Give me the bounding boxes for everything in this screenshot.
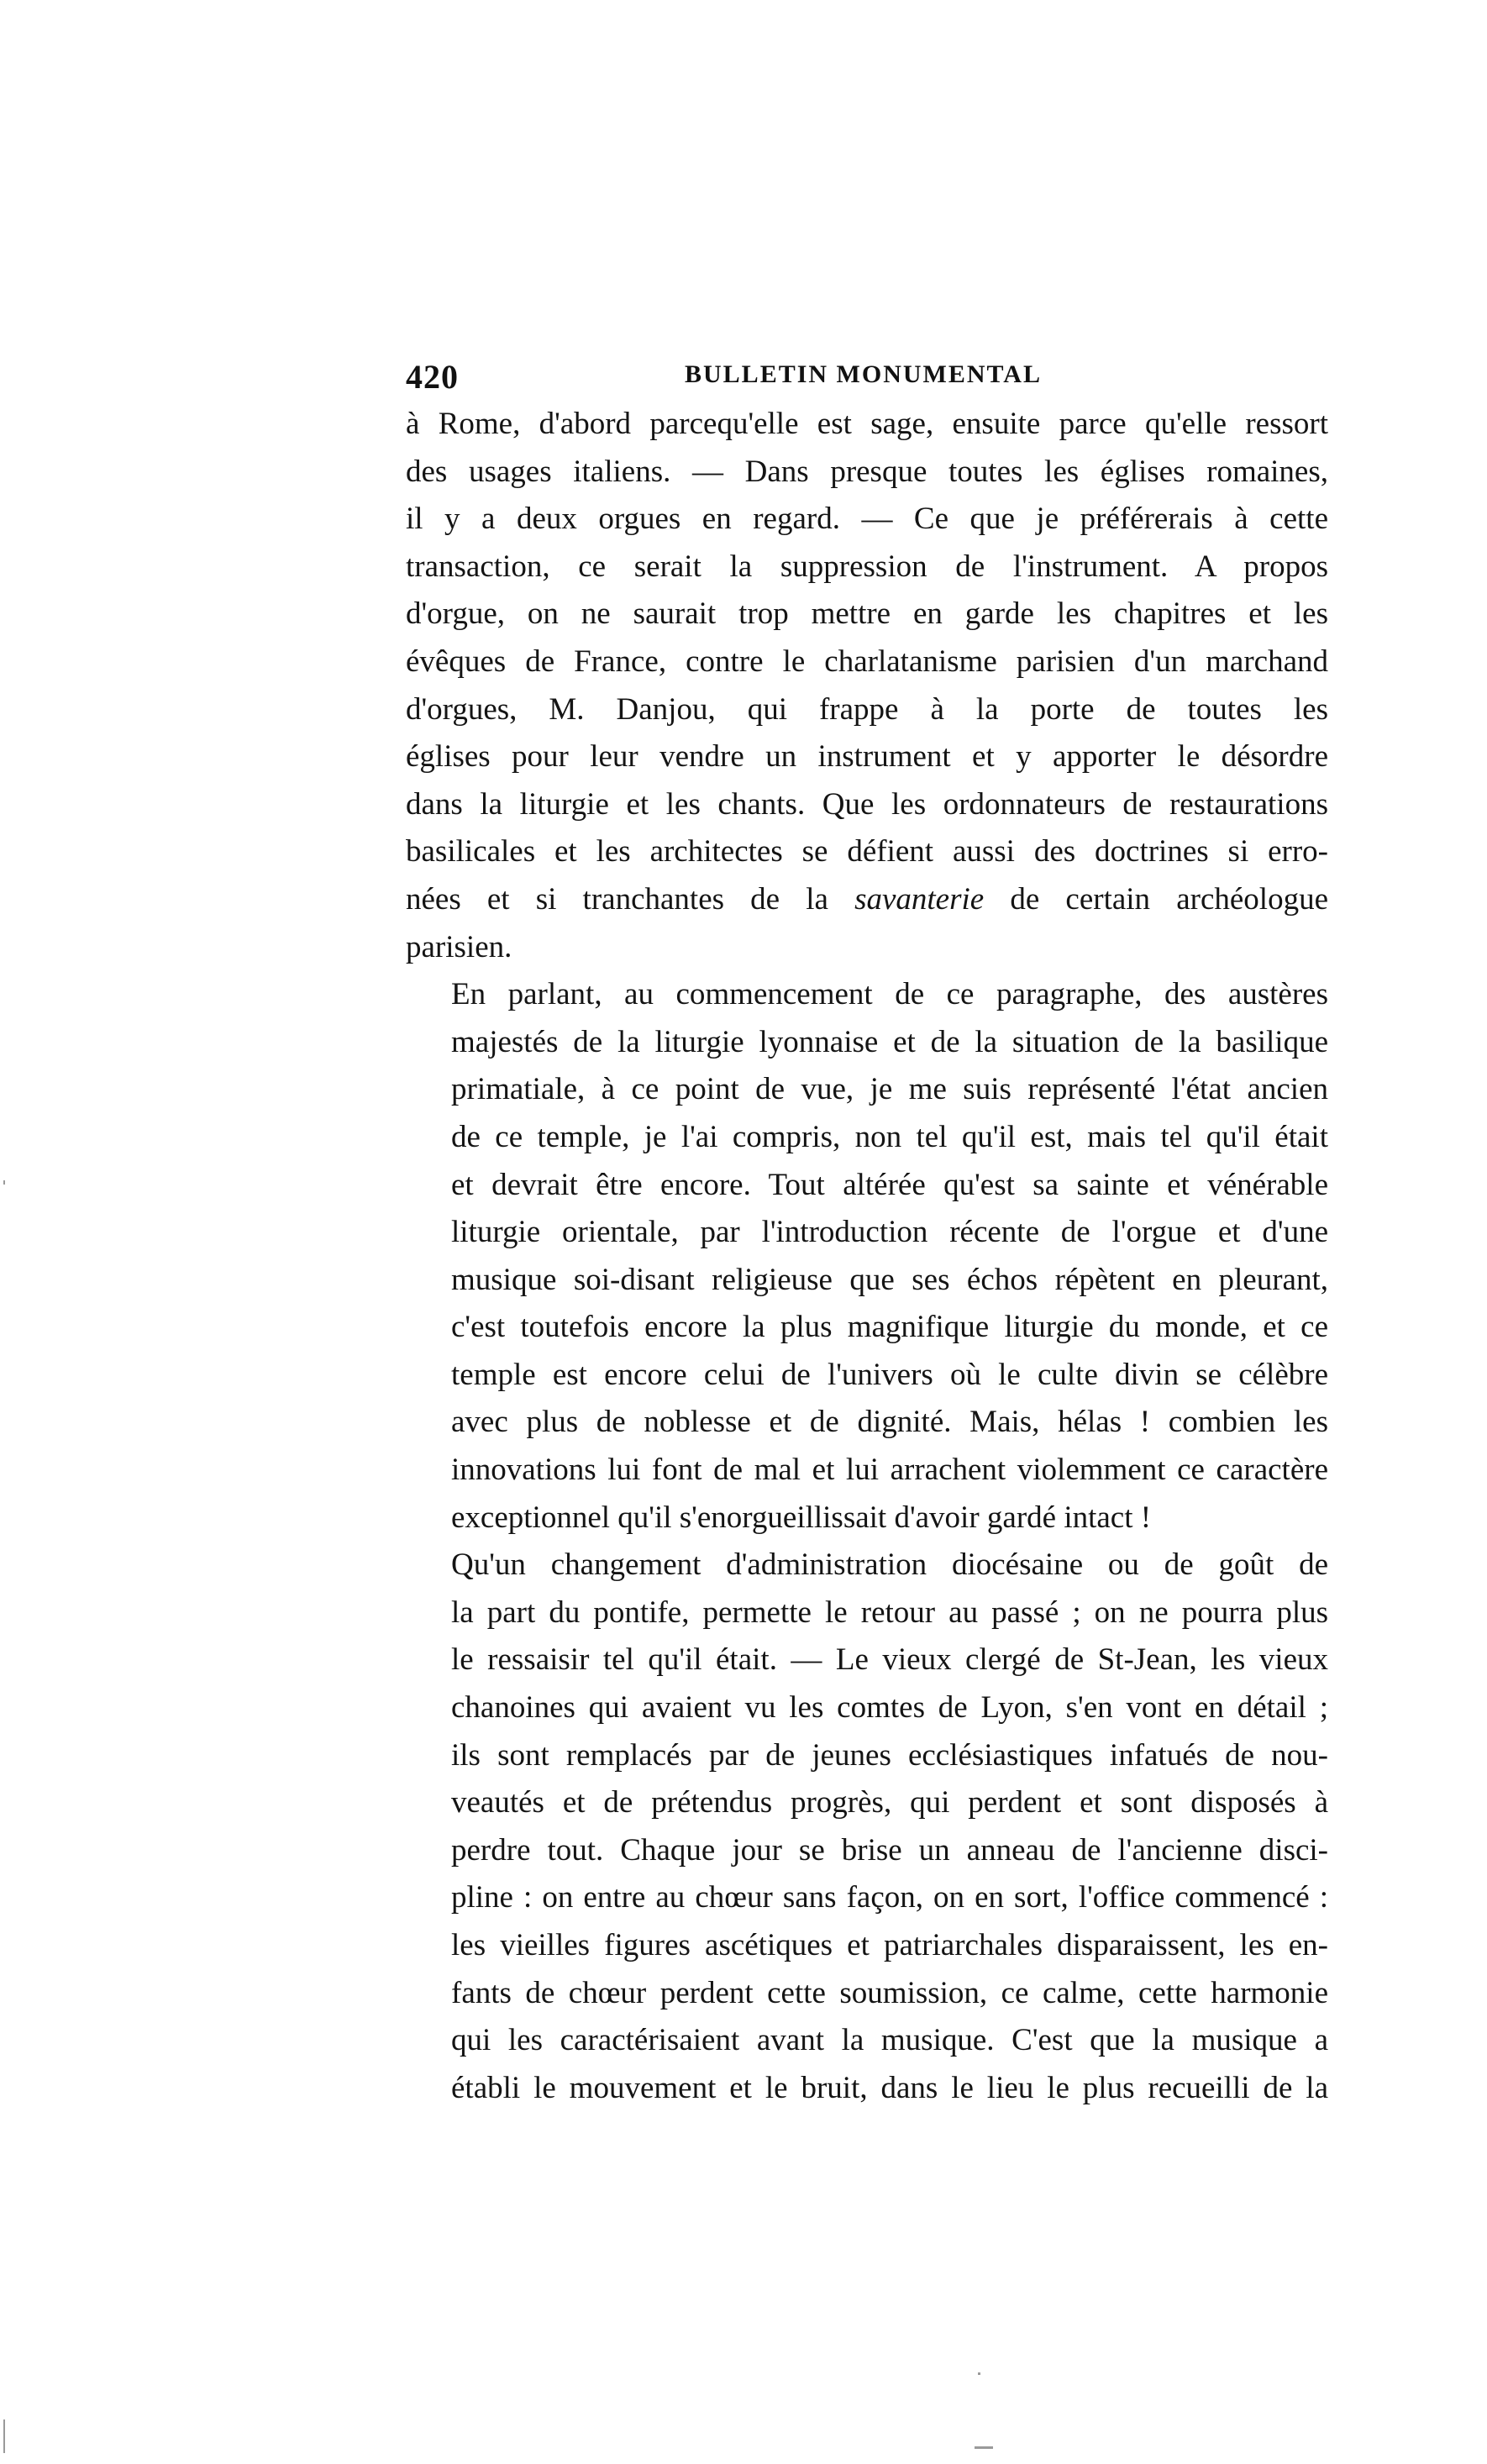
text-line: qui les caractérisaient avant la musique. C'est que la musique a (451, 2023, 1328, 2058)
text-line: parisien. (406, 929, 512, 964)
page-number: 420 (406, 358, 459, 396)
text-line: basilicales et les architectes se défient aussi des doctrines si erro- (406, 834, 1328, 869)
text-line: et devrait être encore. Tout altérée qu'est sa sainte et vénérable (451, 1167, 1328, 1202)
text-line: temple est encore celui de l'univers où le culte divin se célèbre (451, 1357, 1328, 1392)
paragraph (406, 1542, 1328, 2112)
text-line: transaction, ce serait la suppression de l'instrument. A propos (406, 549, 1328, 584)
text-line: veautés et de prétendus progrès, qui perdent et sont disposés à (451, 1785, 1328, 1820)
italic-term: savanterie (854, 881, 985, 917)
text-line: ils sont remplacés par de jeunes ecclésiastiques infatués de nou- (451, 1737, 1328, 1773)
text-line: Qu'un changement d'administration diocésaine ou de goût de (451, 1547, 1328, 1583)
paragraph (406, 971, 1328, 1542)
page-header (406, 357, 1328, 404)
text-line: dans la liturgie et les chants. Que les ordonnateurs de restaurations (406, 786, 1328, 822)
text-line: musique soi-disant religieuse que ses échos répètent en pleurant, (451, 1262, 1328, 1297)
text-line: des usages italiens. — Dans presque toutes les églises romaines, (406, 454, 1328, 489)
text-line: exceptionnel qu'il s'enorgueillissait d'avoir gardé intact ! (451, 1500, 1152, 1535)
text-line: fants de chœur perdent cette soumission, ce calme, cette harmonie (451, 1975, 1328, 2010)
running-title: BULLETIN MONUMENTAL (685, 360, 1042, 388)
text-line: la part du pontife, permette le retour au passé ; on ne pourra plus (451, 1595, 1328, 1630)
text-line: il y a deux orgues en regard. — Ce que je préférerais à cette (406, 502, 1328, 537)
body-text (406, 401, 1328, 2112)
scan-mark (975, 2446, 993, 2449)
text-line: établi le mouvement et le bruit, dans le lieu le plus recueilli de la (451, 2070, 1328, 2105)
text-line: majestés de la liturgie lyonnaise et de la situation de la basilique (451, 1024, 1328, 1059)
text-line: chanoines qui avaient vu les comtes de Lyon, s'en vont en détail ; (451, 1690, 1328, 1726)
text-line: avec plus de noblesse et de dignité. Mais, hélas ! combien les (451, 1405, 1328, 1440)
text-line: évêques de France, contre le charlatanisme parisien d'un marchand (406, 644, 1328, 679)
scan-mark (3, 2419, 5, 2453)
text-line: innovations lui font de mal et lui arrachent violemment ce caractère (451, 1453, 1328, 1488)
text-line: le ressaisir tel qu'il était. — Le vieux clergé de St-Jean, les vieux (451, 1642, 1328, 1678)
text-line: d'orgue, on ne saurait trop mettre en garde les chapitres et les (406, 596, 1328, 632)
text-line: perdre tout. Chaque jour se brise un anneau de l'ancienne disci- (451, 1832, 1328, 1868)
scan-mark (3, 1180, 5, 1185)
scan-mark (978, 2372, 980, 2375)
text-line: d'orgues, M. Danjou, qui frappe à la porte de toutes les (406, 691, 1328, 727)
text-segment: de certain archéologue (984, 881, 1328, 917)
text-line: églises pour leur vendre un instrument et y apporter le désordre (406, 739, 1328, 775)
text-line: les vieilles figures ascétiques et patriarchales disparaissent, les en- (451, 1928, 1328, 1962)
text-line: pline : on entre au chœur sans façon, on en sort, l'office commencé : (451, 1880, 1328, 1915)
text-line: liturgie orientale, par l'introduction récente de l'orgue et d'une (451, 1215, 1328, 1250)
text-line: En parlant, au commencement de ce paragraphe, des austères (451, 977, 1328, 1012)
text-segment: nées et si tranchantes de la (406, 881, 855, 917)
text-line: à Rome, d'abord parcequ'elle est sage, ensuite parce qu'elle ressort (406, 407, 1328, 441)
text-line (406, 876, 1328, 924)
text-line: primatiale, à ce point de vue, je me suis représenté l'état ancien (451, 1072, 1328, 1107)
text-line: c'est toutefois encore la plus magnifique liturgie du monde, et ce (451, 1310, 1328, 1345)
paragraph (406, 401, 1328, 971)
text-line: de ce temple, je l'ai compris, non tel qu'il est, mais tel qu'il était (451, 1119, 1328, 1154)
